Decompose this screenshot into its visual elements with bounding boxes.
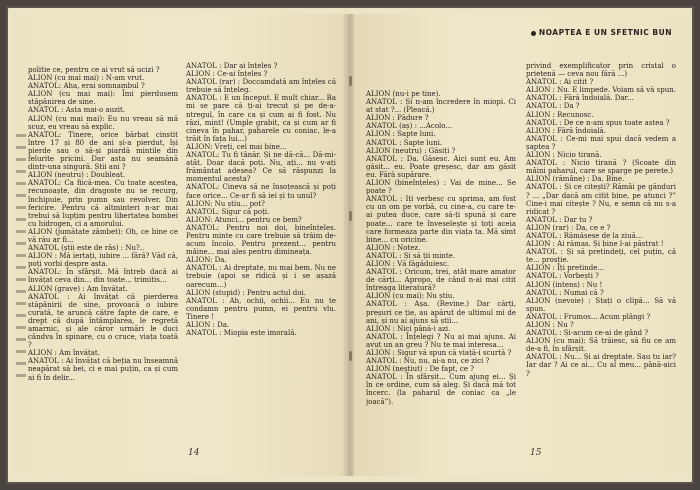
dialogue-line: ALION: Vreți, cel mai bine...	[186, 142, 287, 151]
page-number-right: 15	[530, 448, 542, 458]
binding-stitch	[349, 76, 352, 86]
dialogue-line: ALION : Îți pretinde...	[526, 264, 605, 273]
dialogue-line: ALION (nevoie) : Stați o clipă... Să vă spun.	[526, 296, 676, 313]
dialogue-line: ALION (neutru) : Găsiți ?	[366, 146, 456, 155]
bullet-icon	[531, 31, 536, 36]
dialogue-line: ANATOL : Ai învățat că beția nu înseamnă neapărat să bei, ci e mai puțin, ca și cum ai fi în delir...	[28, 357, 178, 382]
book-spread	[6, 6, 694, 484]
dialogue-line: ANATOL : Ai citit ?	[526, 78, 594, 87]
dialogue-line: ALION : Nu ?	[526, 321, 574, 329]
dialogue-line: ALION : Ce-ai înțeles ?	[186, 70, 268, 79]
right-column-1	[366, 90, 516, 470]
dialogue-line: ANATOL : Și ce citești? Rămâi pe gânduri ? ... „Dar dacă am citit bine, pe atunci ?” Cine-i mai citește ? Nu, e semn că nu s-a ridicat ?	[526, 183, 676, 216]
dialogue-line: ALION (rar) : Da, ce e ?	[526, 223, 611, 232]
dialogue-line: ALION (cu mai): Nu știu.	[366, 292, 455, 301]
dialogue-line: ANATOL : Înțelegi ? Nu ai mai ajuns. Ai avut un an greu ? Nu te mai interesa...	[366, 332, 516, 349]
running-header	[531, 28, 672, 37]
dialogue-line: ANATOL : În sfârșit... Cum ajung ei... Și în ce ordine, cum să aleg. Și dacă mă tot încerc. (la paharul de coniac ca „le joacă”).	[366, 373, 516, 406]
dialogue-line: ANATOL : Ai învățat că pierderea stăpânirii de sine, provoacă o iubire curată, te aruncă către fapte de care, e drept că după întâmplarea, le regretă amarnic, și ale căror urmări le duci cândva în spinare, cu o cruce, viața toată ?	[28, 292, 178, 350]
left-page	[14, 14, 346, 476]
dialogue-line: ANATOL : Dar ai înțeles ?	[186, 62, 278, 70]
dialogue-line: ALION (intens) : Nu !	[526, 280, 603, 289]
dialogue-line: ANATOL : Rămăsese de la ziuă...	[526, 231, 643, 240]
dialogue-line: ANATOL : Da ?	[526, 102, 580, 111]
dialogue-line: ANATOL: Pentru noi doi, bineînțeles. Pentru minte cu care trebuie să trăim de-acum încolo. Pentru prezent... pentru mâine... mai ales pentru dimineața.	[186, 223, 336, 257]
dialogue-line: ANATOL : Frumos... Acum plângi ?	[526, 312, 651, 321]
dialogue-line: ALION (stupid) : Pentru actul doi.	[186, 288, 306, 297]
dialogue-line: ANATOL : Dar tu ?	[526, 215, 593, 224]
dialogue-line: ANATOL : Și-acum ce-ai de gând ?	[526, 329, 649, 338]
dialogue-line: ANATOL : Fără îndoială. Dar...	[526, 94, 634, 103]
dialogue-line: ANATOL : Oricum, trei, atât mare amator de cărți... Apropo, de când n-ai mai citit întreaga literatură?	[366, 268, 516, 293]
right-page	[354, 14, 686, 476]
dialogue-line: ALION : Da.	[186, 321, 230, 329]
dialogue-line: ANATOL : Nicio tirană ? (Scoate din mâini paharul, care se sparge pe perete.)	[526, 159, 676, 176]
dialogue-line: ANATOL : E un început. E mult chiar... Ba mi se pare că ți-ai trecut și pe de-a-ntregul, în care ca și cum ai fi fost. Nu râzi, mint! (Umple grabit, ca și cum ar fi cineva în pahar, paharele cu coniac, le-a trăit în fața lui...)	[186, 94, 336, 143]
left-column-1	[28, 66, 178, 446]
dialogue-line: ALION (rămâne) : Da. Bine.	[526, 175, 625, 184]
dialogue-line: ANATOL: Aha, erai somnambul ?	[28, 82, 145, 91]
dialogue-line: ANATOL : Numai că ?	[526, 288, 604, 297]
dialogue-line: ALION : Sigur vă spun că viață-i scurtă ?	[366, 349, 512, 357]
dialogue-line: ANATOL : Asta mai-o auzit.	[28, 106, 126, 115]
dialogue-line: ALION: Da.	[186, 256, 227, 265]
dialogue-line: ALION : Pădure ?	[366, 114, 429, 123]
dialogue-line: ALION (bineînțeles) : Vai de mine... Se poate ?	[366, 179, 516, 196]
dialogue-line: ANATOL : Și să ții minte.	[366, 251, 456, 260]
dialogue-line: ALION (cu mai mai) : N-am vrut.	[28, 74, 145, 83]
dialogue-line: ANATOL : Vorbești ?	[526, 272, 599, 281]
dialogue-line: ANATOL : Miopia este imorală.	[186, 329, 297, 338]
dialogue-line: ANATOL (aș) : ...Acolo...	[366, 122, 453, 131]
dialogue-line: ALION (neutru) : Doubleat.	[28, 171, 126, 180]
dialogue-line: ANATOL : Ce-mi mai spui dacă vedem a șaptea ?	[526, 134, 676, 151]
dialogue-line: ANATOL : Da. Găsesc. Aici sunt eu. Am găsit... eu. Poate greșesc, dar am găsit eu. Fără supărare.	[366, 154, 516, 179]
dialogue-line: ANATOL (rar) : Doccamdată am înțeles că trebuie să înțeleg.	[186, 78, 336, 95]
dialogue-line: ALION : Recunosc.	[526, 110, 594, 119]
dialogue-line: ALION : Vă făgăduiesc.	[366, 259, 450, 268]
right-column-2	[526, 62, 676, 442]
dialogue-line: ANATOL : Sapte luni.	[366, 138, 443, 147]
dialogue-line: ANATOL: În sfârșit. Mă întreb dacă ai învățat ceva din... din toate... trimitis...	[28, 268, 178, 285]
running-title: NOAPTEA E UN SFETNIC BUN	[538, 28, 672, 37]
dialogue-line: ALION : Am învățat.	[28, 349, 100, 358]
dialogue-line: ANATOL : Și să pretindeți, cel puțin, că te... prostie.	[526, 248, 676, 265]
dialogue-line: ANATOL: Tu fi tânăr. Și ne dă-că... Dă-mi-atât. Doar dacă poți. Nu, ați... nu v-ați frământat adesea? Ce să răspunzi la momentul acesta?	[186, 151, 336, 184]
dialogue-line: ANATOL : Ai dreptate, nu mai bem. Nu ne trebuie (apoi se ridică și i se așază oarecum...)	[186, 264, 336, 289]
dialogue-line: ALION: Nu știu... pot?	[186, 199, 265, 208]
dialogue-line: ANATOL: Tinere, orice bărbat cinstit între 17 și 80 de ani și-a pierdut, își pierde sau o să-și piardă mintile din felurite pricini. Dar asta nu seamănă dintr-una singură. Știi ani ?	[28, 130, 178, 172]
dialogue-line: ANATOL : Iți verbesc cu sprima, am fost cu un om pe vorbă, cu cine-a, cu care te-ai putea duce, care să-ți spună și care poate... care te înveselește și toți aceia care formeaza parte din viața ta. Mă simt bine... cu oricine.	[366, 195, 516, 244]
dialogue-line: ANATOL (știi este de râs) : Nu?..	[28, 244, 145, 253]
dialogue-line: politie ce, pentru ce ai vrut să ucizi ?	[28, 66, 160, 74]
dialogue-line: ANATOL : De ce n-am spus toate astea ?	[526, 118, 670, 127]
dialogue-line: privind exemplificator prin cristal o prietenă — ceva nou fără ...)	[526, 62, 676, 79]
page-edge-shadow	[16, 134, 26, 384]
dialogue-line: ANATOL: Cineva să ne însoțească și poți face orice... Ce-ar fi să iei și tu unul?	[186, 183, 336, 200]
binding-stitch	[349, 351, 352, 361]
dialogue-line: ANATOL: Sigur că poți.	[186, 207, 270, 216]
binding-stitch	[349, 211, 352, 221]
dialogue-line: ALION : Nu. E limpede. Voiam să vă spun.	[526, 86, 676, 95]
dialogue-line: ALION : Ai rămas. Și bine l-ai păstrat !	[526, 240, 664, 249]
dialogue-line: ALION (cu mai): Să trăiesc, să fiu ce am de-a fi, în sfârșit.	[526, 337, 676, 354]
dialogue-line: ALION : Mă iertați, iubire ... fără? Văd că, poți vorbi despre asta.	[28, 252, 178, 269]
dialogue-line: ALION : Nicio tirană.	[526, 151, 602, 160]
left-column-2	[186, 62, 336, 442]
dialogue-line: ANATOL : Nu... Și ai dreptate. Sau tu iar? Iar dar ? Ai ce ai... Cu al meu... până-aici ?	[526, 353, 676, 378]
dialogue-line: ALION (cu mai mai): Eu nu vreau să mă scuz, eu vreau să explic.	[28, 114, 178, 131]
page-number-left: 14	[188, 448, 200, 458]
dialogue-line: ANATOL : Ah, ochii, ochii... Eu nu te condamn pentru pumn, ei pentru vlu. Tinere !	[186, 296, 336, 321]
dialogue-line: ALION (nu-i pe tine).	[366, 90, 441, 98]
dialogue-line: ALION : Notez.	[366, 243, 421, 252]
dialogue-line: ALION (neștiut) : De fapt, ce ?	[366, 365, 474, 374]
dialogue-line: ALION (grave) : Am învățat.	[28, 284, 128, 293]
dialogue-line: ANATOL : Așa. (Revine.) Dar cărți, preșuri ce ție, au apărut de ultimul mi de ani, și nu ai ajuns să știi...	[366, 300, 516, 325]
dialogue-line: ALION : Fără îndoială.	[526, 126, 606, 135]
dialogue-line: ALION : Sapte luni.	[366, 130, 436, 139]
dialogue-line: ALION : Nici până-i azi.	[366, 324, 451, 333]
dialogue-line: ALION: Atunci... pentru ce bem?	[186, 215, 302, 224]
dialogue-line: ALION (jumătate zâmbet): Oh, ce bine ce vă rău ar fi...	[28, 227, 178, 244]
dialogue-line: ANATOL: Ca fiică-mea. Cu toate acestea, recunoaște, din dragoste nu se recurg, închipuie, prin pumn sau revolver. Din fericire. Pentru că altminteri n-ar mai trebui să lupțim pentru libertatea bombei cu hidrogen, ci a amorului.	[28, 179, 178, 228]
dialogue-line: ALION (cu mai mai): Îmi pierdusem stăpânirea de sine.	[28, 90, 178, 107]
dialogue-line: ANATOL : Nu, nu, ai-a nu, ce zici ?	[366, 357, 490, 366]
dialogue-line: ANATOL : Și n-am încredere în miopi. Ci at stat ?... (Pleacă.)	[366, 98, 516, 115]
